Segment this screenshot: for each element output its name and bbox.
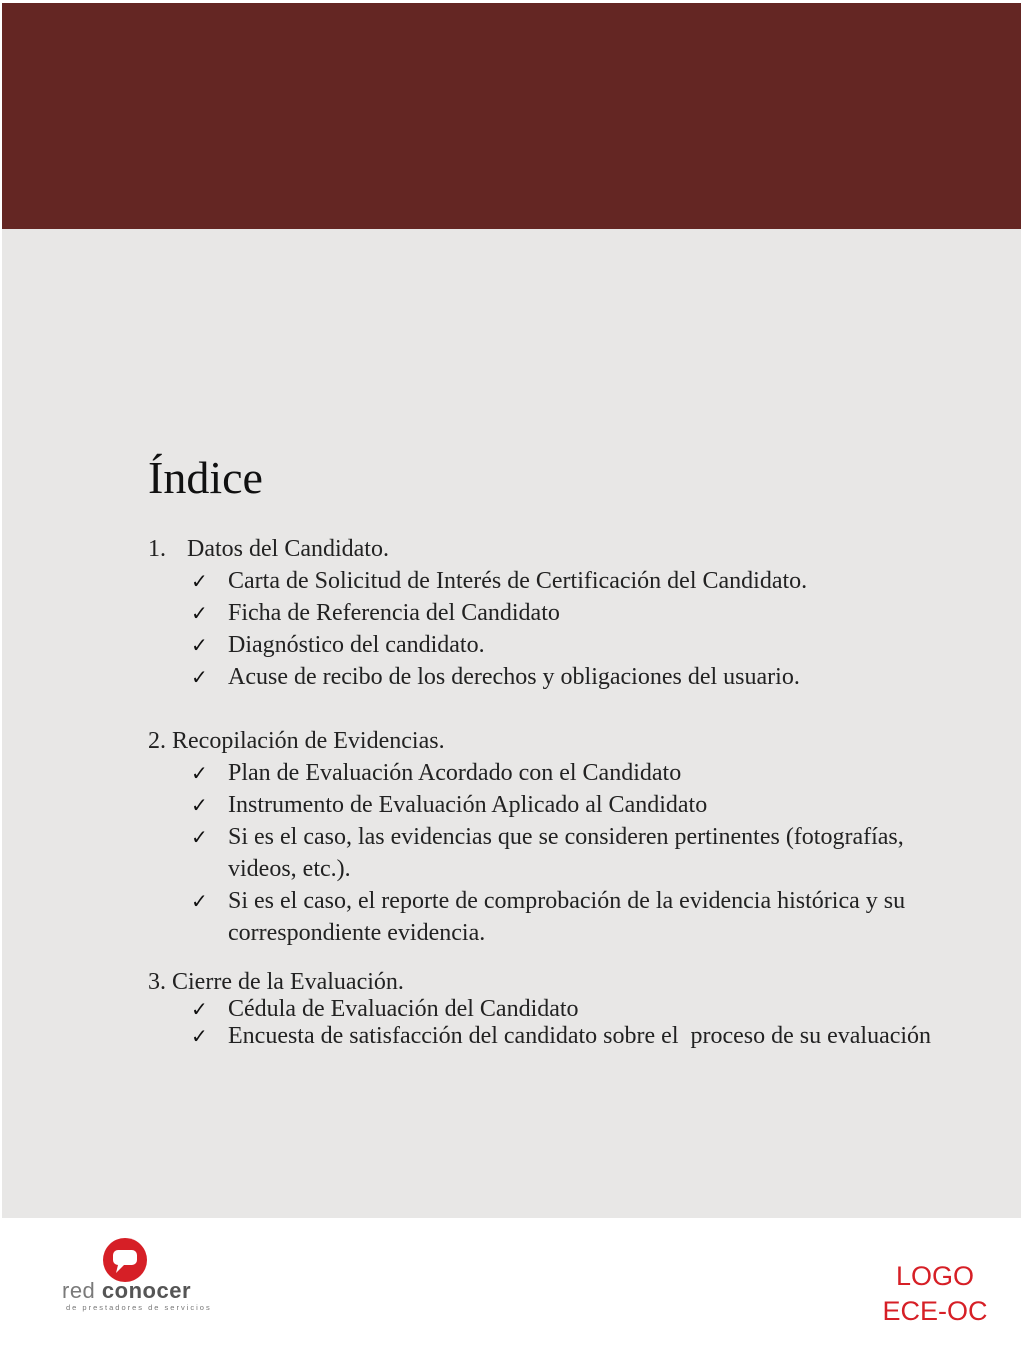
section-number: 2. <box>148 728 166 754</box>
section-heading-1 <box>148 533 968 565</box>
list-item <box>148 629 968 661</box>
logo-label-org: ECE-OC <box>882 1296 988 1326</box>
section-title: Recopilación de Evidencias. <box>172 728 445 754</box>
header-banner <box>2 3 1021 229</box>
page-title: Índice <box>148 452 263 503</box>
checkmark-icon: ✓ <box>191 633 208 657</box>
list-item <box>148 789 968 821</box>
section-title: Cierre de la Evaluación. <box>172 969 404 995</box>
section-2-list <box>148 757 968 949</box>
list-item-text: Acuse de recibo de los derechos y obligaciones del usuario. <box>228 664 800 690</box>
logo-label: LOGO <box>895 1261 975 1291</box>
checkmark-icon: ✓ <box>191 665 208 689</box>
list-item-text: Diagnóstico del candidato. <box>228 632 485 658</box>
list-item <box>148 996 968 1023</box>
checkmark-icon: ✓ <box>191 601 208 625</box>
list-item <box>148 885 968 949</box>
list-item-text: Cédula de Evaluación del Candidato <box>228 996 579 1022</box>
logo-wordmark: red conocer <box>62 1278 192 1303</box>
section-heading-3 <box>148 969 968 996</box>
list-item-text: Plan de Evaluación Acordado con el Candidato <box>228 760 682 786</box>
ece-oc-logo-placeholder <box>880 1259 990 1329</box>
list-item <box>148 821 968 885</box>
list-item <box>148 565 968 597</box>
checkmark-icon: ✓ <box>191 793 208 817</box>
section-number: 1. <box>148 536 166 562</box>
list-item-text: Carta de Solicitud de Interés de Certificación del Candidato. <box>228 568 808 594</box>
red-conocer-logo <box>60 1236 220 1316</box>
checkmark-icon: ✓ <box>191 997 208 1021</box>
index-content <box>148 533 968 1050</box>
list-item-text: Si es el caso, las evidencias que se consideren pertinentes (fotografías, videos, etc.). <box>228 824 904 882</box>
list-item-text: Si es el caso, el reporte de comprobación de la evidencia histórica y su correspondiente evidencia. <box>228 888 906 946</box>
spacer <box>148 949 968 969</box>
list-item <box>148 597 968 629</box>
checkmark-icon: ✓ <box>191 889 208 913</box>
checkmark-icon: ✓ <box>191 761 208 785</box>
list-item-text: Encuesta de satisfacción del candidato sobre el proceso de su evaluación <box>228 1023 932 1049</box>
section-3-list <box>148 996 968 1050</box>
list-item <box>148 1023 968 1050</box>
section-number: 3. <box>148 969 166 995</box>
list-item <box>148 661 968 693</box>
logo-tagline: de prestadores de servicios <box>66 1303 212 1312</box>
section-heading-2 <box>148 725 968 757</box>
list-item-text: Ficha de Referencia del Candidato <box>228 600 560 626</box>
checkmark-icon: ✓ <box>191 825 208 849</box>
list-item <box>148 757 968 789</box>
logo-circle-icon <box>100 1236 150 1284</box>
checkmark-icon: ✓ <box>191 1024 208 1048</box>
checkmark-icon: ✓ <box>191 569 208 593</box>
list-item-text: Instrumento de Evaluación Aplicado al Candidato <box>228 792 708 818</box>
spacer <box>148 693 968 725</box>
section-title: Datos del Candidato. <box>187 536 389 562</box>
section-1-list <box>148 565 968 693</box>
